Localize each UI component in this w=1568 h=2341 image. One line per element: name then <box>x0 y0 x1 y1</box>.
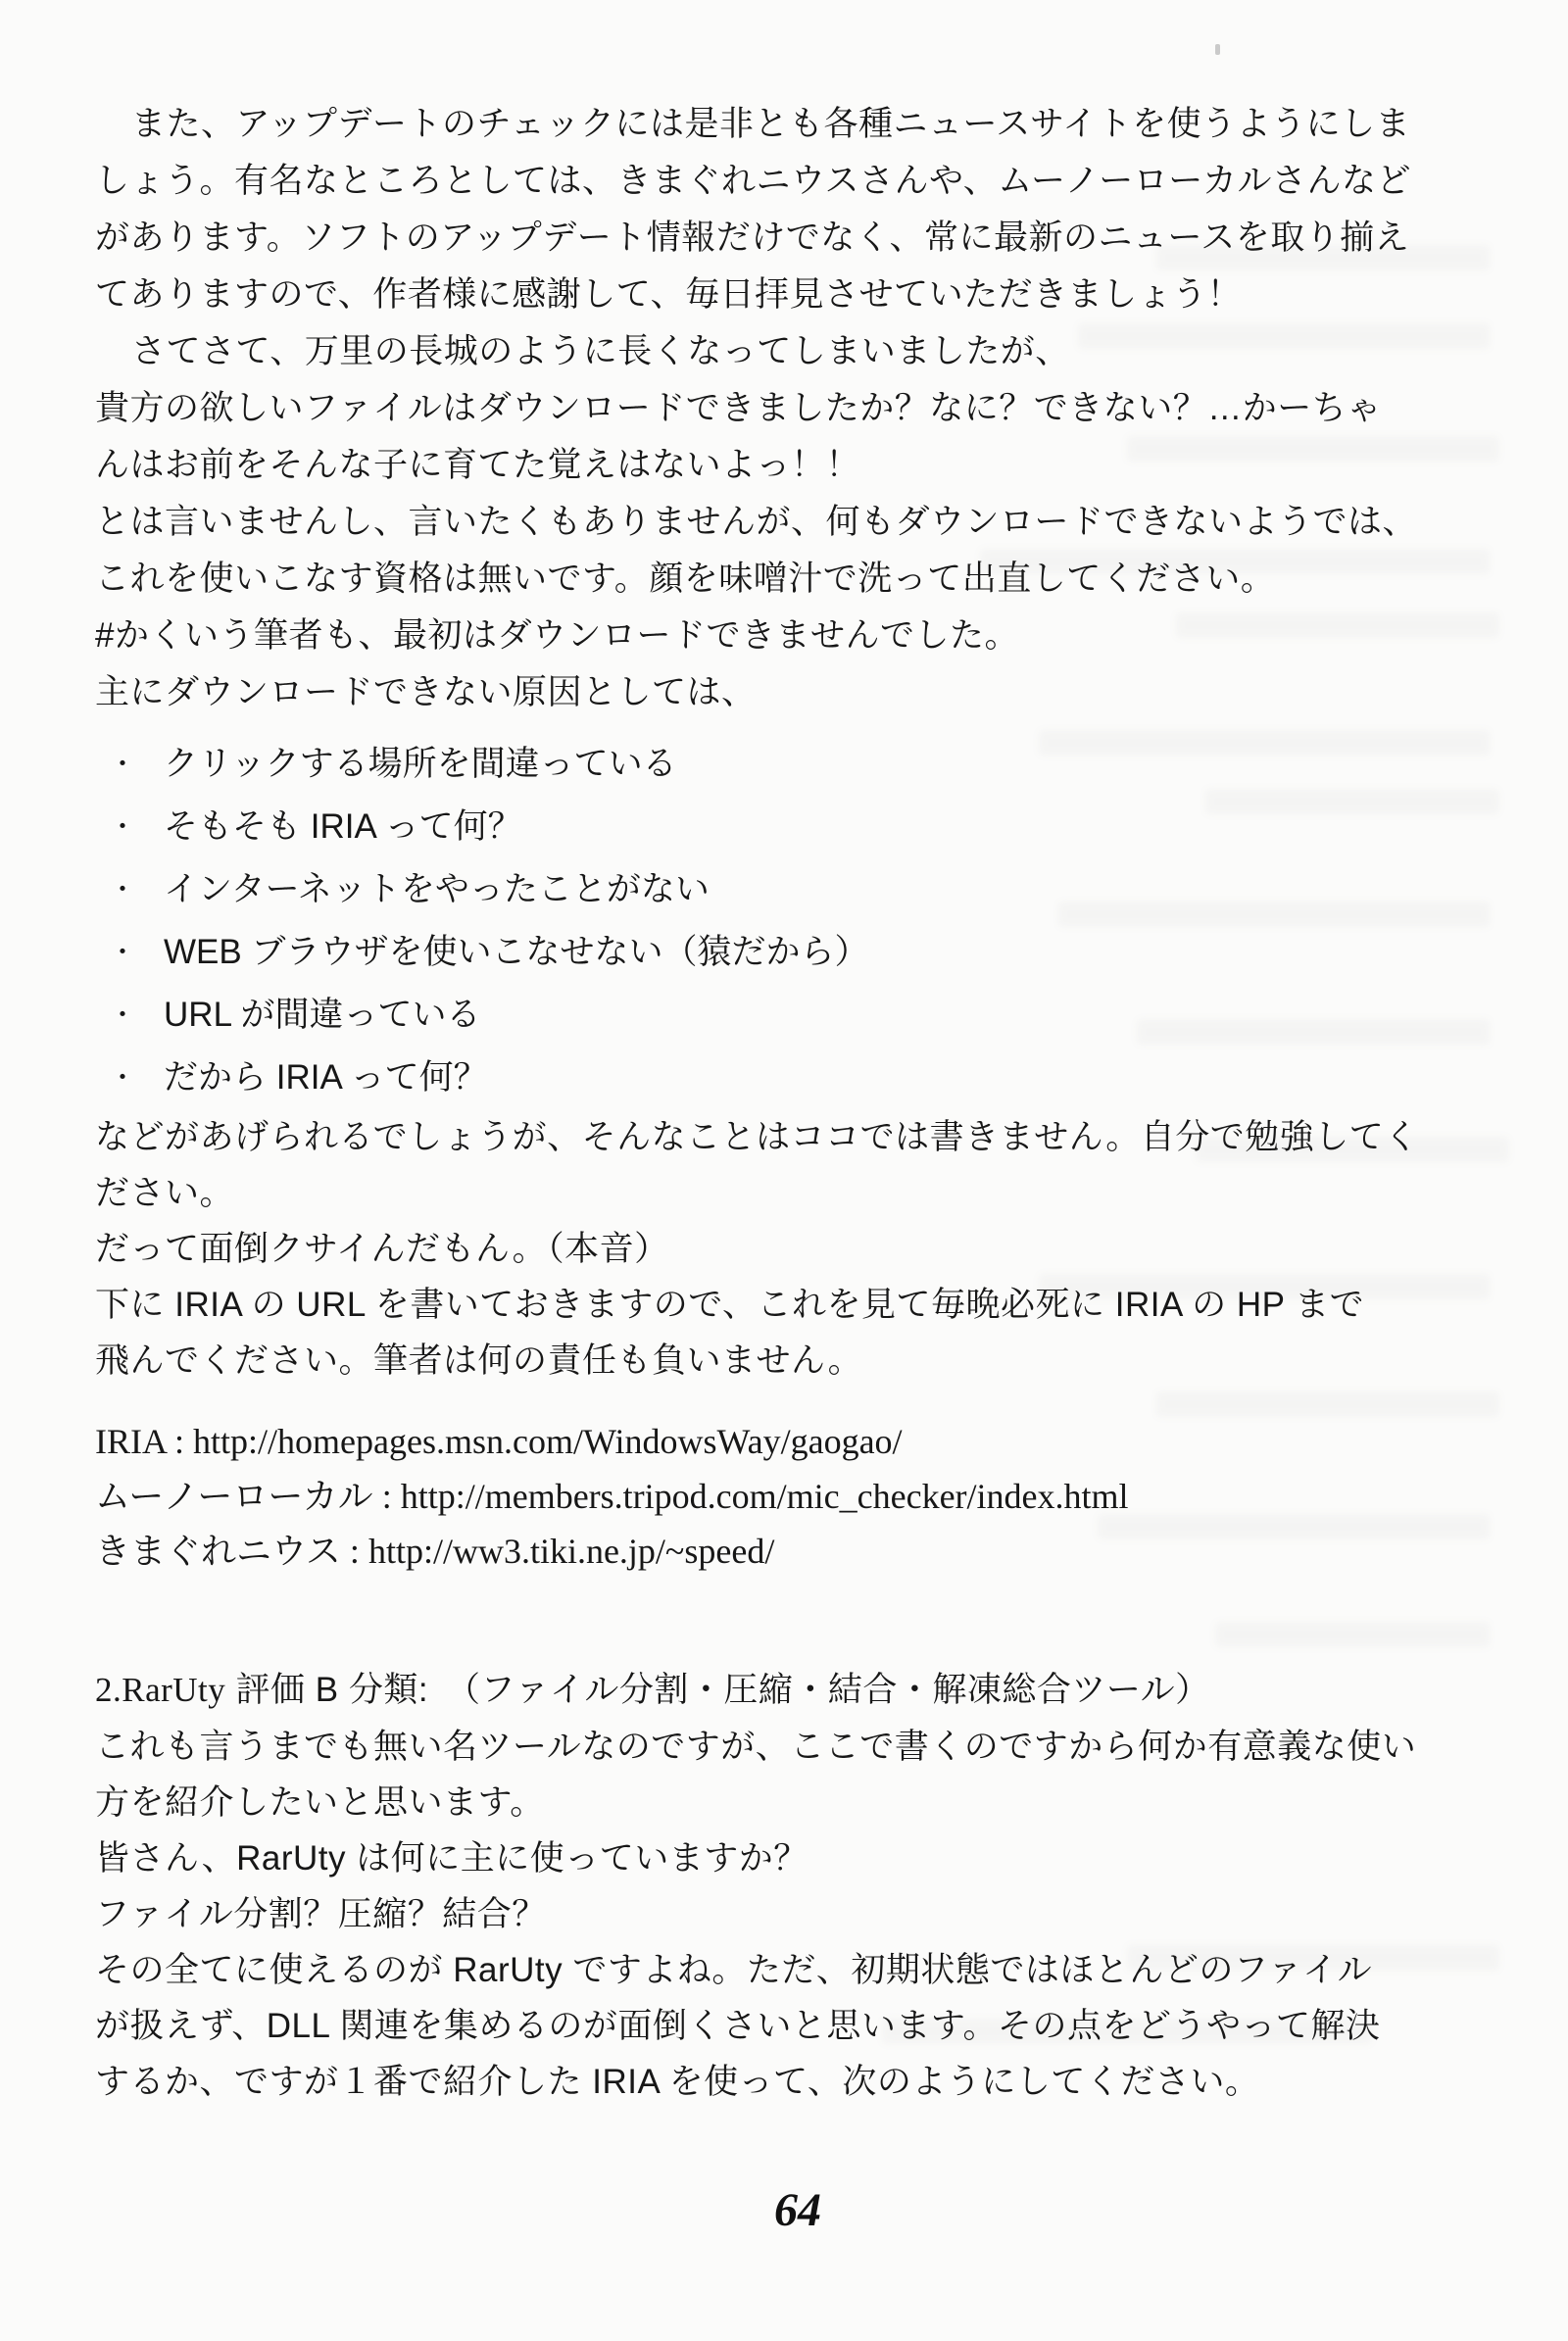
text-line: しょう。有名なところとしては、きまぐれニウスさんや、ムーノーローカルさんなど <box>95 162 1412 200</box>
url-label: きまぐれニウス <box>95 1531 341 1571</box>
text-line: んはお前をそんな子に育てた覚えはないよっ！！ <box>95 446 861 484</box>
bullet-icon: ・ <box>109 749 137 779</box>
text-line: などがあげられるでしょうが、そんなことはココでは書きません。自分で勉強してく <box>95 1118 1419 1156</box>
url-entry <box>95 1524 1480 1579</box>
text-line: また、アップデートのチェックには是非とも各種ニュースサイトを使うようにしま <box>131 105 1411 143</box>
page-number: 64 <box>774 2184 821 2236</box>
scan-speck <box>1215 44 1220 55</box>
section-heading-number: 2.RarUty <box>95 1671 226 1709</box>
intro-paragraphs <box>95 96 1480 721</box>
url-entry <box>95 1469 1480 1524</box>
list-item <box>95 796 1480 858</box>
list-item <box>95 984 1480 1047</box>
reasons-list <box>95 733 1480 1109</box>
text-line: さてさて、万里の長城のように長くなってしまいましたが、 <box>131 332 1070 370</box>
url-list <box>95 1414 1480 1579</box>
bullet-icon: ・ <box>109 874 137 904</box>
text-line: てありますので、作者様に感謝して、毎日拝見させていただきましょう！ <box>95 275 1243 314</box>
list-item <box>95 733 1480 796</box>
url-text: http://ww3.tiki.ne.jp/~speed/ <box>368 1532 775 1571</box>
list-item-text: URL が間違っている <box>164 996 481 1034</box>
after-reasons-paragraph <box>95 1109 1480 1389</box>
text-line: ファイル分割？圧縮？結合？ <box>95 1895 547 1933</box>
url-label: ムーノーローカル <box>95 1476 373 1516</box>
list-item <box>95 1047 1480 1109</box>
text-line: があります。ソフトのアップデート情報だけでなく、常に最新のニュースを取り揃え <box>95 219 1410 257</box>
text-line: これも言うまでも無い名ツールなのですが、ここで書くのですから何か有意義な使い <box>95 1728 1417 1766</box>
bullet-icon: ・ <box>109 937 137 967</box>
text-column <box>95 96 1480 2110</box>
bullet-icon: ・ <box>109 1000 137 1030</box>
list-item-text: そもそも IRIA って何？ <box>164 807 522 846</box>
text-line: 皆さん、RarUty は何に主に使っていますか？ <box>95 1839 808 1878</box>
list-item-text: だから IRIA って何？ <box>164 1058 488 1097</box>
section-raruty <box>95 1662 1480 2110</box>
text-line: ださい。 <box>95 1174 235 1212</box>
url-label: IRIA <box>95 1422 166 1461</box>
list-item-text: インターネットをやったことがない <box>164 870 710 908</box>
list-item-text: WEB ブラウザを使いこなせない（猿だから） <box>164 933 869 971</box>
text-line: が扱えず、DLL 関連を集めるのが面倒くさいと思います。その点をどうやって解決 <box>95 2007 1381 2045</box>
text-line: 飛んでください。筆者は何の責任も負いません。 <box>95 1341 863 1380</box>
list-item-text: クリックする場所を間違っている <box>164 745 677 783</box>
text-line: 貴方の欲しいファイルはダウンロードできましたか？なに？できない？…かーちゃ <box>95 389 1382 427</box>
text-line: #かくいう筆者も、最初はダウンロードできませんでした。 <box>95 616 1019 655</box>
section-heading-text: 評価 B 分類: （ファイル分割・圧縮・結合・解凍総合ツール） <box>225 1671 1210 1709</box>
text-line: とは言いませんし、言いたくもありませんが、何もダウンロードできないようでは、 <box>95 503 1418 541</box>
bullet-icon: ・ <box>109 1062 137 1093</box>
url-separator: : <box>340 1532 368 1571</box>
url-entry <box>95 1414 1480 1469</box>
bullet-icon: ・ <box>109 811 137 842</box>
text-line: 主にダウンロードできない原因としては、 <box>95 673 757 711</box>
url-separator: : <box>372 1477 401 1516</box>
text-line: 方を紹介したいと思います。 <box>95 1783 545 1822</box>
list-item <box>95 921 1480 984</box>
url-text: http://members.tripod.com/mic_checker/index.html <box>400 1477 1129 1516</box>
text-line: だって面倒クサイんだもん。（本音） <box>95 1230 669 1268</box>
text-line: その全てに使えるのが RarUty ですよね。ただ、初期状態ではほとんどのファイル <box>95 1951 1373 1989</box>
text-line: これを使いこなす資格は無いです。顔を味噌汁で洗って出直してください。 <box>95 560 1276 598</box>
list-item <box>95 858 1480 921</box>
url-text: http://homepages.msn.com/WindowsWay/gaogao/ <box>193 1422 903 1461</box>
text-line: 下に IRIA の URL を書いておきますので、これを見て毎晩必死に IRIA の HP まで <box>95 1286 1365 1324</box>
url-separator: : <box>166 1422 194 1461</box>
section-heading <box>95 1662 1480 1719</box>
text-line: するか、ですが１番で紹介した IRIA を使って、次のようにしてください。 <box>95 2063 1260 2101</box>
